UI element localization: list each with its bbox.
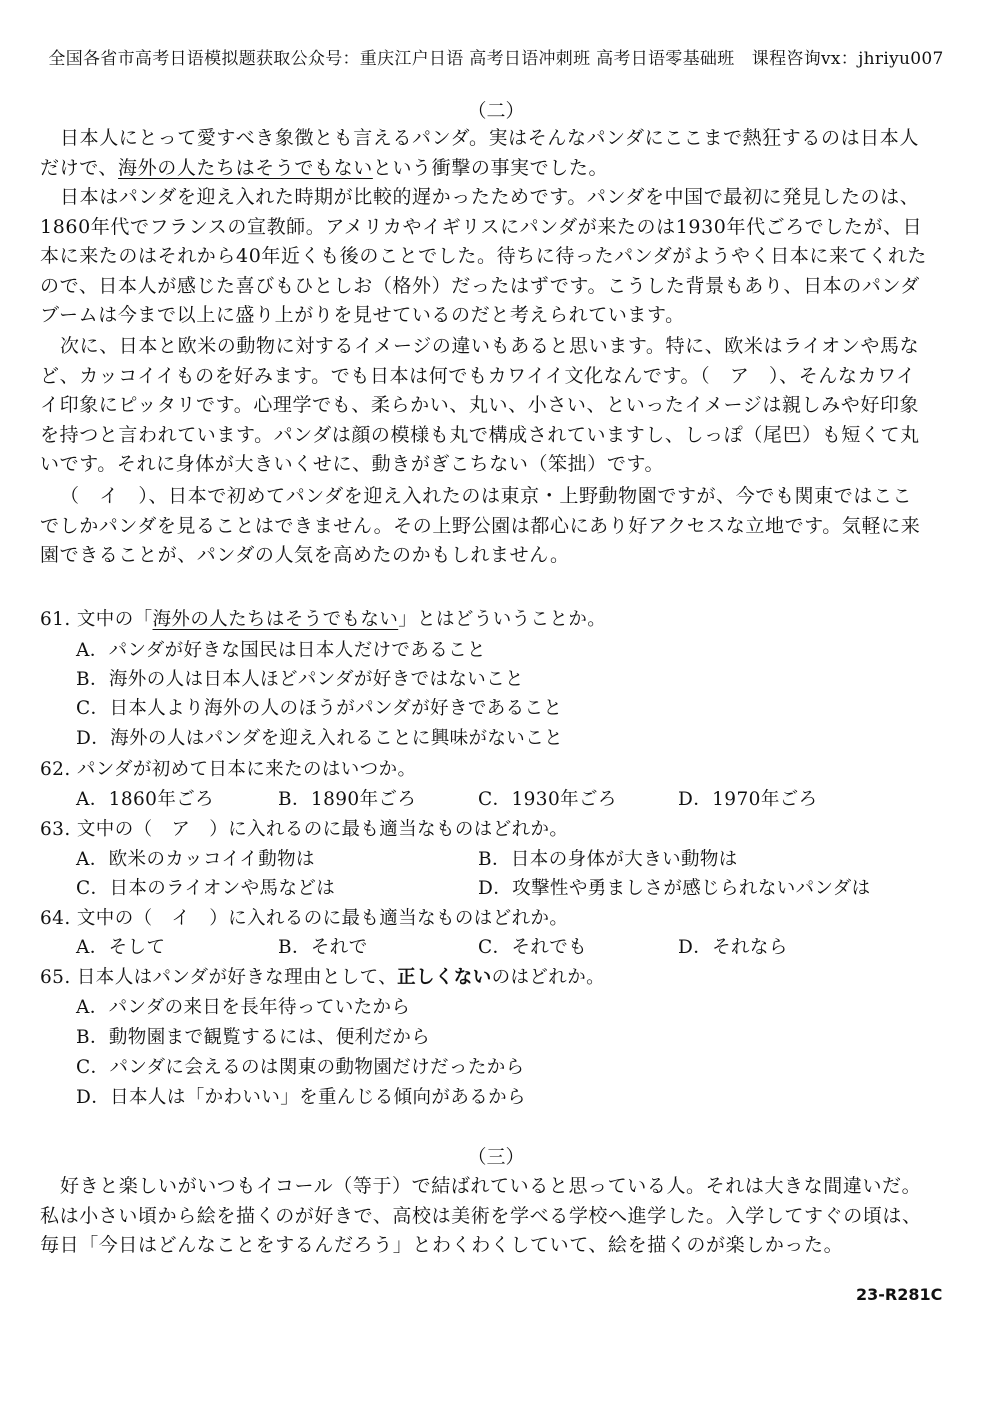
question-64: 64. 文中の（ イ ）に入れるのに最も適当なものはどれか。 [40,908,569,929]
q61-option-a[interactable]: A．パンダが好きな国民は日本人だけであること [76,640,486,661]
q64-option-d[interactable]: D．それなら [678,937,788,958]
q61-option-b[interactable]: B．海外の人は日本人ほどパンダが好きではないこと [76,669,524,690]
section3-paragraph [40,1172,930,1261]
passage-paragraph-2 [40,183,930,331]
question-63: 63. 文中の（ ア ）に入れるのに最も適当なものはどれか。 [40,819,569,840]
p3-text: 次に、日本と欧米の動物に対するイメージの違いもあると思います。特に、欧米はライオンや馬など、カッコイイものを好みます。でも日本は何でもカワイイ文化なんです。（ ア ）、そんなカワイイ印象にピッタリです。心理学でも、柔らかい、丸い、小さい、といったイメージは親しみや好印象を持つと言われています。パンダは顔の模様も丸で構成されていますし、しっぽ（尾巴）も短くて丸いです。それに身体が大きいくせに、動きがぎこちない（笨拙）です。 [40,335,920,475]
q61-number: 61. [40,609,71,630]
p1-underlined-phrase: 海外の人たちはそうでもない [118,156,373,179]
q65-option-a[interactable]: A．パンダの来日を長年待っていたから [76,997,411,1018]
q61-option-c[interactable]: C．日本人より海外の人のほうがパンダが好きであること [76,698,563,719]
question-65 [40,963,605,989]
p1-text-a: 日本人にとって愛すべき象徴とも言えるパンダ。実はそんなパンダにここまで熱狂するのは日本人だけで、 [40,127,919,179]
q65-option-d[interactable]: D．日本人は「かわいい」を重んじる傾向があるから [76,1087,526,1108]
section-title-3: （三） [467,1146,525,1168]
q65-option-b[interactable]: B．動物園まで観覧するには、便利だから [76,1027,431,1048]
passage-paragraph-3 [40,332,930,480]
p1-text-b: という衝撃の事実でした。 [372,156,609,179]
q61-option-d[interactable]: D．海外の人はパンダを迎え入れることに興味がないこと [76,728,563,749]
passage-paragraph-4 [40,482,930,571]
q64-option-b[interactable]: B．それで [278,937,368,958]
q64-option-a[interactable]: A．そして [76,937,166,958]
q61-post: 」とはどういうことか。 [398,609,607,630]
q61-pre: 文中の「 [76,609,153,630]
q63-option-a[interactable]: A．欧米のカッコイイ動物は [76,849,315,870]
q65-pre: 65. 日本人はパンダが好きな理由として、 [40,967,398,988]
question-62: 62. パンダが初めて日本に来たのはいつか。 [40,759,417,780]
q65-option-c[interactable]: C．パンダに会えるのは関東の動物園だけだったから [76,1057,525,1078]
p4-text: （ イ ）、日本で初めてパンダを迎え入れたのは東京・上野動物園ですが、今でも関東ではここでしかパンダを見ることはできません。その上野公園は都心にあり好アクセスな立地です。気軽に来園できることが、パンダの人気を高めたのかもしれません。 [40,485,921,566]
q62-option-c[interactable]: C．1930年ごろ [478,789,617,810]
q61-underlined: 海外の人たちはそうでもない [152,609,399,630]
section-title-2: （二） [467,100,525,122]
section3-text: 好きと楽しいがいつもイコール（等于）で結ばれていると思っている人。それは大きな間違いだ。私は小さい頃から絵を描くのが好きで、高校は美術を学べる学校へ進学した。入学してすぐの頃は、毎日「今日はどんなことをするんだろう」とわくわくしていて、絵を描くのが楽しかった。 [40,1175,922,1256]
q63-option-c[interactable]: C．日本のライオンや馬などは [76,878,336,899]
q64-option-c[interactable]: C．それでも [478,937,588,958]
q65-post: のはどれか。 [491,967,606,988]
q62-option-b[interactable]: B．1890年ごろ [278,789,417,810]
q62-option-d[interactable]: D．1970年ごろ [678,789,818,810]
question-61 [40,605,606,631]
passage-paragraph-1 [40,124,930,183]
q63-option-b[interactable]: B．日本の身体が大きい動物は [478,849,738,870]
q65-emphasis: 正しくない [397,967,492,988]
q62-option-a[interactable]: A．1860年ごろ [76,789,215,810]
page-code: 23-R281C [856,1285,943,1304]
q63-option-d[interactable]: D．攻撃性や勇ましさが感じられないパンダは [478,878,871,899]
page-header: 全国各省市高考日语模拟题获取公众号：重庆江户日语 高考日语冲刺班 高考日语零基础班 课程咨询vx：jhriyu007 [48,49,944,69]
p2-text: 日本はパンダを迎え入れた時期が比較的遅かったためです。パンダを中国で最初に発見したのは、1860年代でフランスの宣教師。アメリカやイギリスにパンダが来たのは1930年代ごろでしたが、日本に来たのはそれから40年近くも後のことでした。待ちに待ったパンダがようやく日本に来てくれたので、日本人が感じた喜びもひとしお（格外）だったはずです。こうした背景もあり、日本のパンダブームは今まで以上に盛り上がりを見せているのだと考えられています。 [40,186,928,326]
